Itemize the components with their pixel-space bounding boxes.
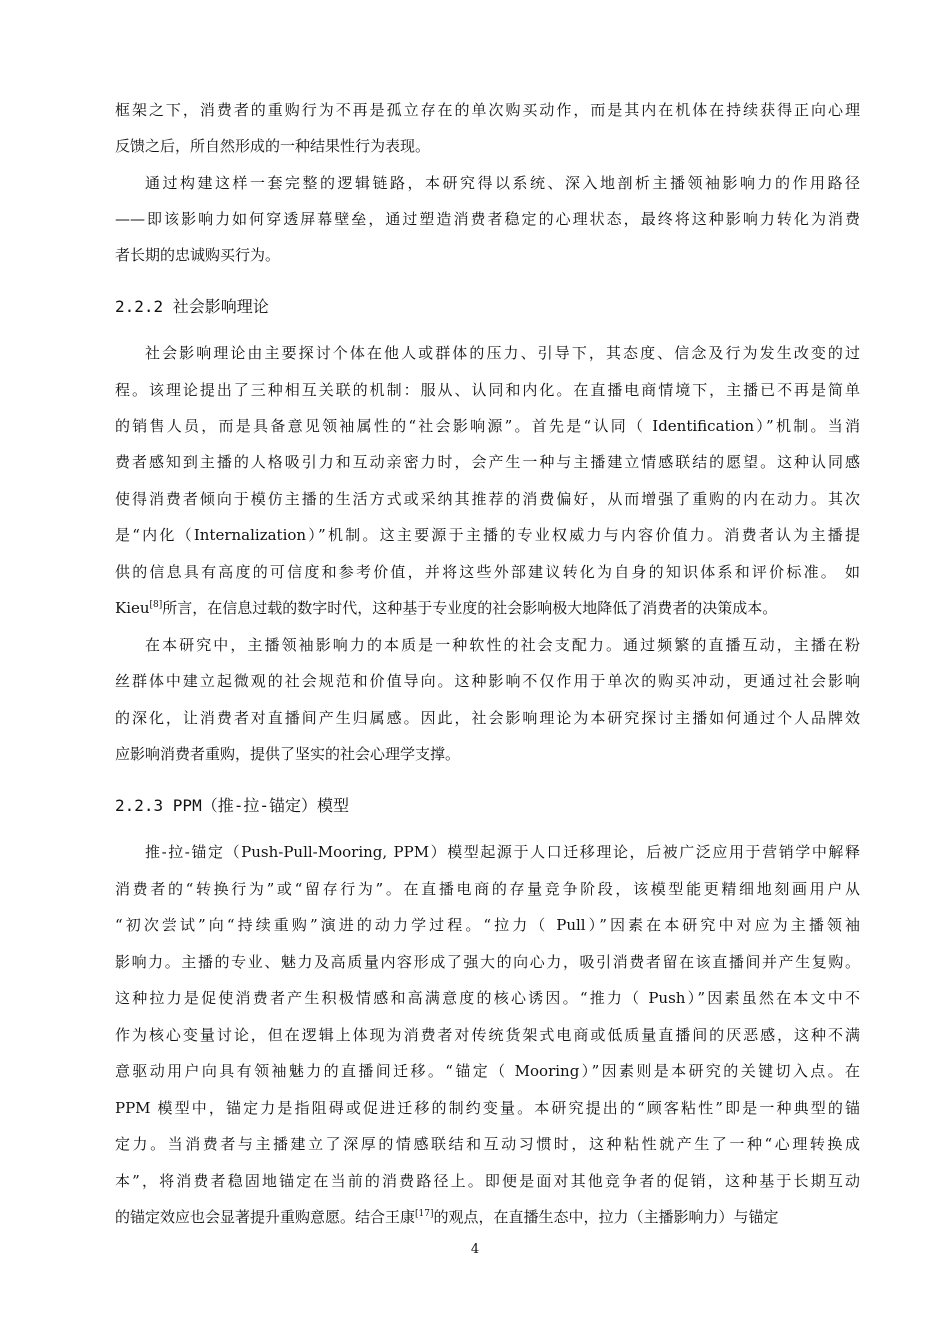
text-line: 反馈之后，所自然形成的一种结果性行为表现。 xyxy=(115,137,431,155)
text-line: 是“内化（Internalization）”机制。这主要源于主播的专业权威力与内容价值力。消费者认为主播提 xyxy=(115,526,860,544)
text-line: 在本研究中，主播领袖影响力的本质是一种软性的社会支配力。通过频繁的直播互动，主播在粉 xyxy=(145,636,860,654)
text-line-with-citation xyxy=(115,1207,860,1227)
text-fragment: 的锚定效应也会显著提升重购意愿。结合王康 xyxy=(115,1208,416,1226)
section-heading: 2.2.2 社会影响理论 xyxy=(115,297,269,316)
text-line: 社会影响理论由主要探讨个体在他人或群体的压力、引导下，其态度、信念及行为发生改变的过 xyxy=(145,344,860,362)
text-line: 定力。当消费者与主播建立了深厚的情感联结和互动习惯时，这种粘性就产生了一种“心理转换成 xyxy=(115,1135,860,1153)
text-line: 作为核心变量讨论，但在逻辑上体现为消费者对传统货架式电商或低质量直播间的厌恶感，这种不满 xyxy=(115,1026,860,1044)
text-fragment: 的观点，在直播生态中，拉力（主播影响力）与锚定 xyxy=(433,1208,779,1226)
text-line: 费者感知到主播的人格吸引力和互动亲密力时，会产生一种与主播建立情感联结的愿望。这种认同感 xyxy=(115,453,860,471)
text-line-with-citation xyxy=(115,598,860,618)
text-line: 意驱动用户向具有领袖魅力的直播间迁移。“锚定（ Mooring）”因素则是本研究的关键切入点。在 xyxy=(115,1062,860,1080)
text-line: 推-拉-锚定（Push-Pull-Mooring, PPM）模型起源于人口迁移理论，后被广泛应用于营销学中解释 xyxy=(145,843,860,861)
text-line: 影响力。主播的专业、魅力及高质量内容形成了强大的向心力，吸引消费者留在该直播间并产生复购。 xyxy=(115,953,860,971)
text-line: 者长期的忠诚购买行为。 xyxy=(115,246,281,264)
citation-mark: [8] xyxy=(149,600,163,610)
text-line: 这种拉力是促使消费者产生积极情感和高满意度的核心诱因。“推力（ Push）”因素虽然在本文中不 xyxy=(115,989,860,1007)
text-line: 消费者的“转换行为”或“留存行为”。在直播电商的存量竞争阶段，该模型能更精细地刻画用户从 xyxy=(115,880,860,898)
text-line: ——即该影响力如何穿透屏幕壁垒，通过塑造消费者稳定的心理状态，最终将这种影响力转化为消费 xyxy=(115,210,860,228)
text-line: 通过构建这样一套完整的逻辑链路，本研究得以系统、深入地剖析主播领袖影响力的作用路径 xyxy=(145,174,860,192)
section-heading: 2.2.3 PPM（推-拉-锚定）模型 xyxy=(115,796,349,815)
text-line: 供的信息具有高度的可信度和参考价值，并将这些外部建议转化为自身的知识体系和评价标准。 如 xyxy=(115,563,860,581)
text-line: 的销售人员，而是具备意见领袖属性的“社会影响源”。首先是“认同（ Identification）”机制。当消 xyxy=(115,417,860,435)
text-fragment: 所言，在信息过载的数字时代，这种基于专业度的社会影响极大地降低了消费者的决策成本。 xyxy=(162,599,778,617)
citation-mark: [17] xyxy=(415,1209,434,1219)
text-line: 本”，将消费者稳固地锚定在当前的消费路径上。即便是面对其他竞争者的促销，这种基于长期互动 xyxy=(115,1172,860,1190)
text-fragment: Kieu xyxy=(115,599,150,617)
text-line: PPM 模型中，锚定力是指阻碍或促进迁移的制约变量。本研究提出的“顾客粘性”即是一种典型的锚 xyxy=(115,1099,860,1117)
text-line: “初次尝试”向“持续重购”演进的动力学过程。“拉力（ Pull）”因素在本研究中对应为主播领袖 xyxy=(115,916,860,934)
text-line: 程。该理论提出了三种相互关联的机制：服从、认同和内化。在直播电商情境下，主播已不再是简单 xyxy=(115,381,860,399)
text-line: 框架之下，消费者的重购行为不再是孤立存在的单次购买动作，而是其内在机体在持续获得正向心理 xyxy=(115,101,860,119)
text-line: 应影响消费者重购，提供了坚实的社会心理学支撑。 xyxy=(115,745,461,763)
page-number: 4 xyxy=(470,1242,480,1257)
text-line: 使得消费者倾向于模仿主播的生活方式或采纳其推荐的消费偏好，从而增强了重购的内在动力。其次 xyxy=(115,490,860,508)
text-line: 丝群体中建立起微观的社会规范和价值导向。这种影响不仅作用于单次的购买冲动，更通过社会影响 xyxy=(115,672,860,690)
text-line: 的深化，让消费者对直播间产生归属感。因此，社会影响理论为本研究探讨主播如何通过个人品牌效 xyxy=(115,709,860,727)
